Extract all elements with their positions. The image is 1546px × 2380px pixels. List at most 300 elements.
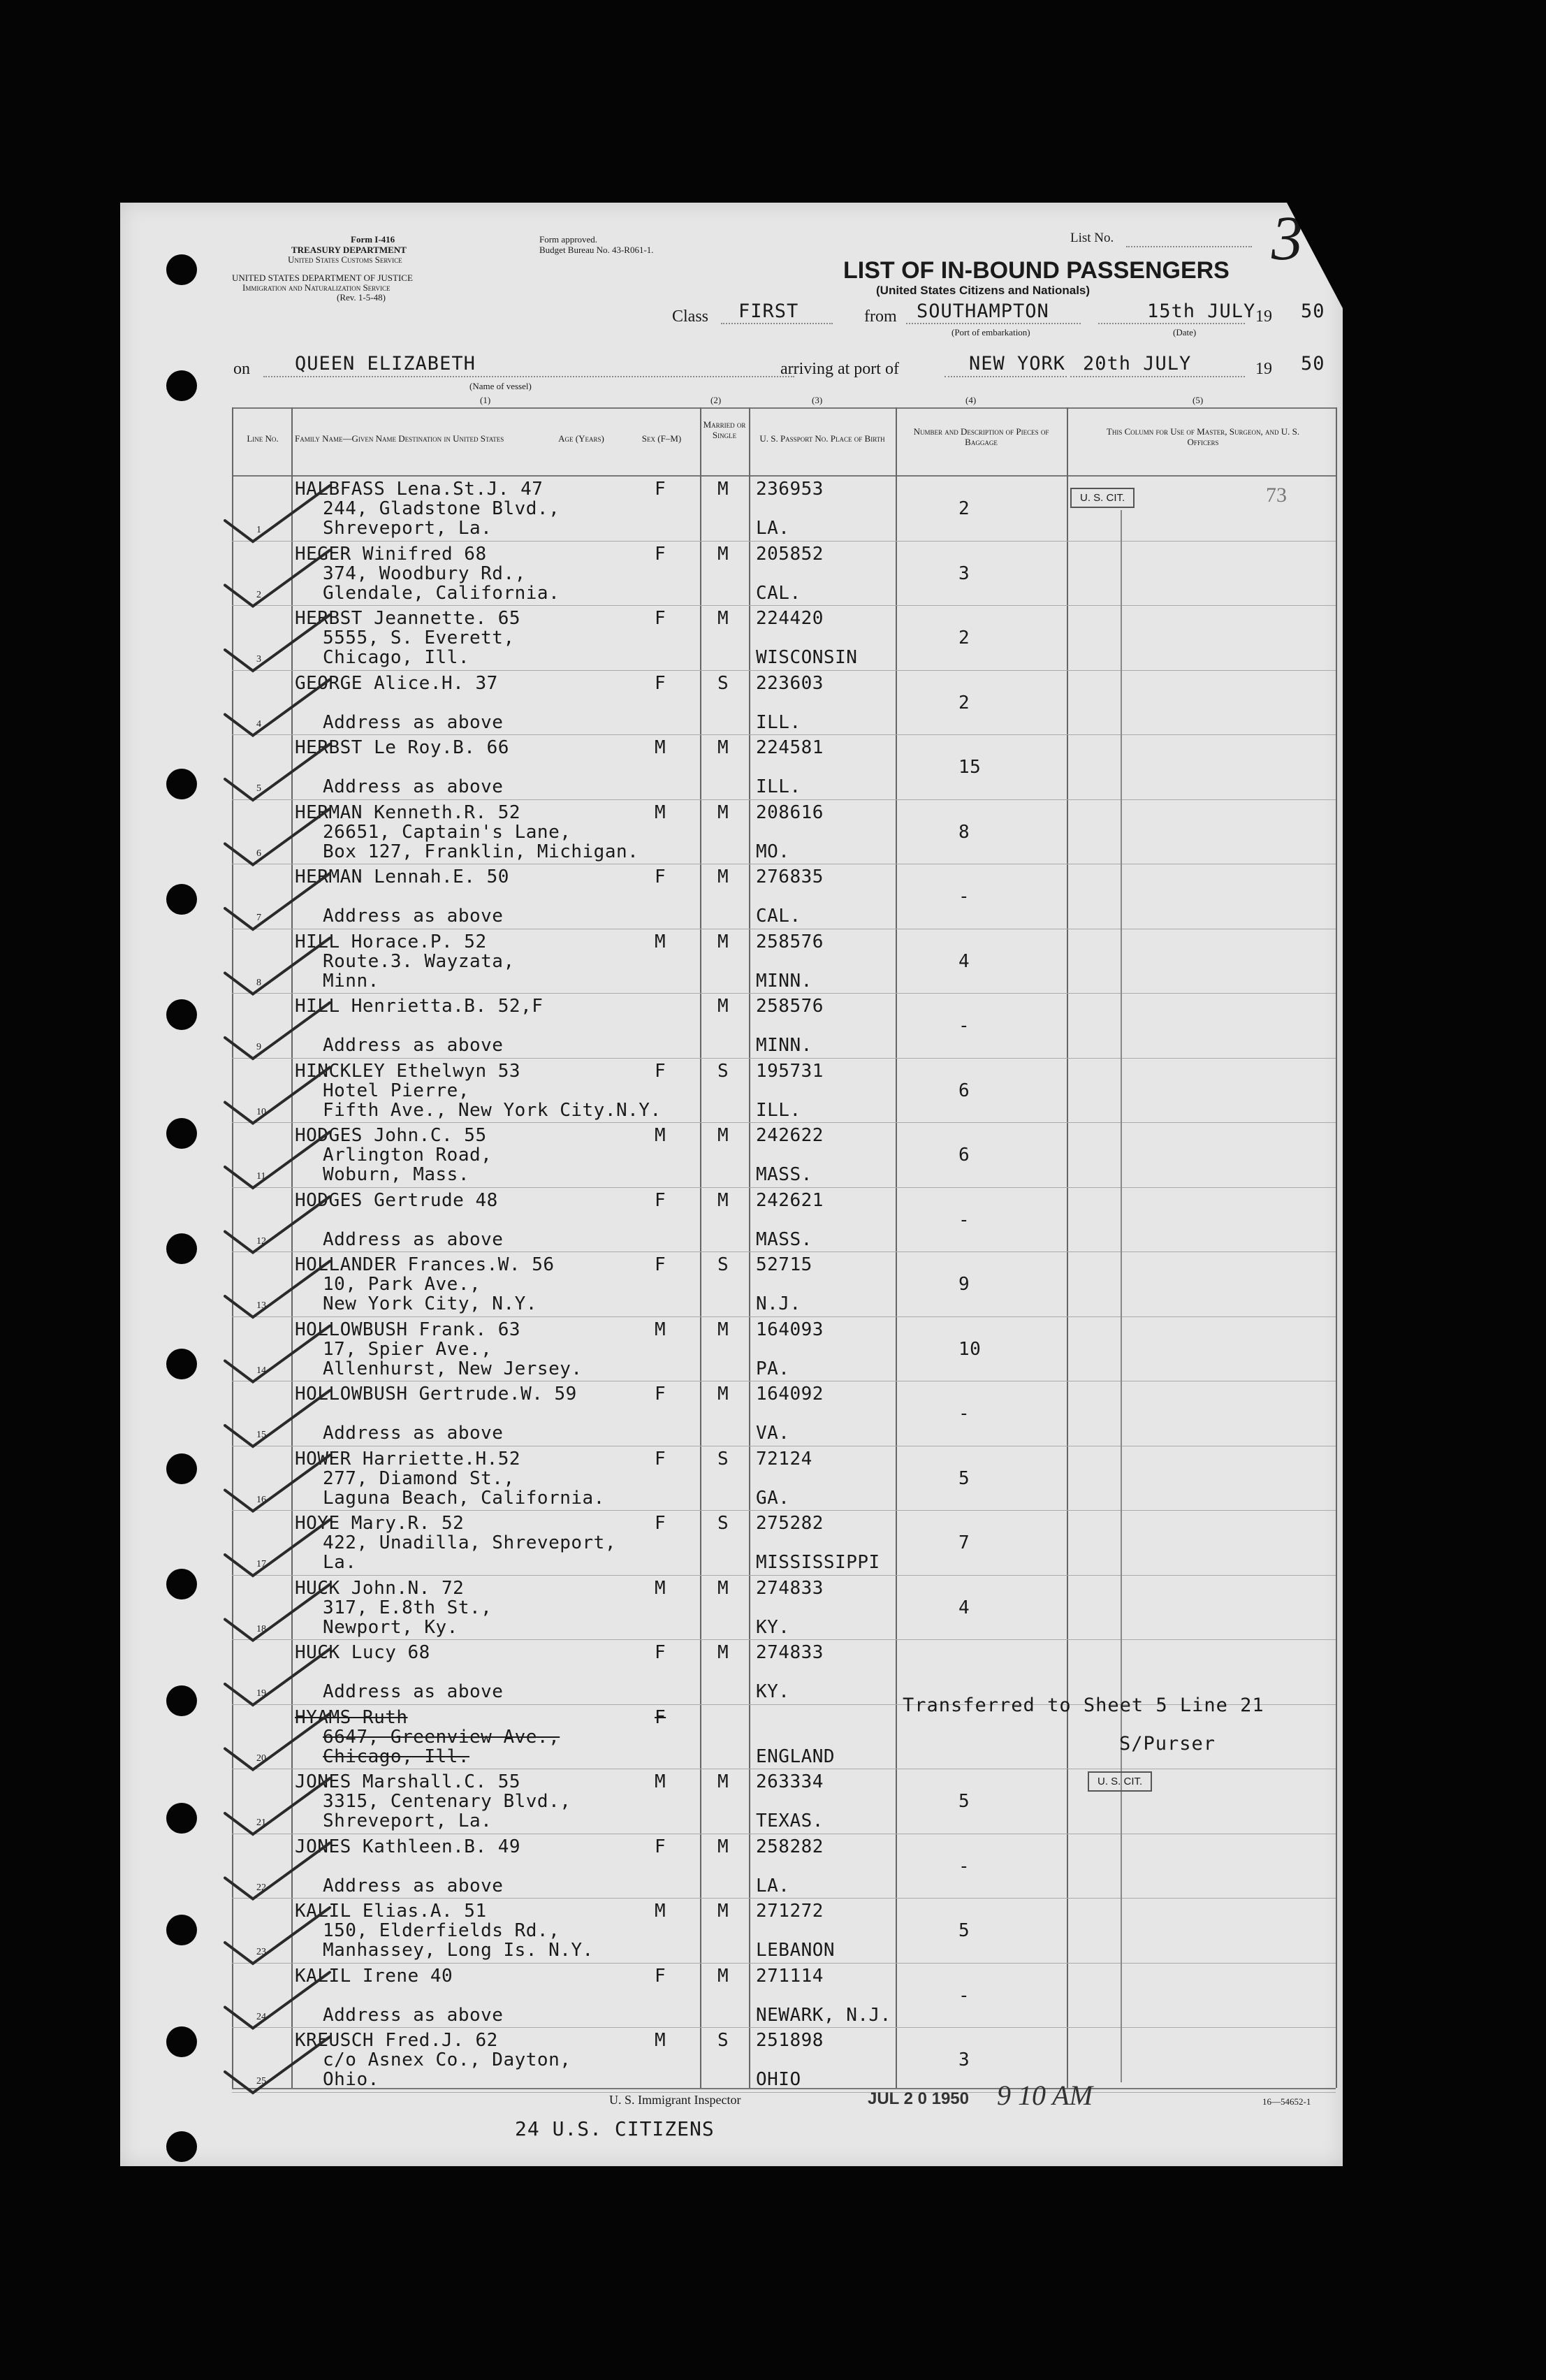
- baggage-count: 2: [958, 627, 970, 648]
- year-prefix-2: 19: [1255, 360, 1272, 378]
- table-row: [120, 1125, 1343, 1190]
- date-stamp: JUL 2 0 1950: [868, 2089, 969, 2108]
- address-line-1: 5555, S. Everett,: [323, 627, 515, 648]
- passenger-name-age: HODGES Gertrude 48: [295, 1189, 498, 1211]
- line-number: 18: [256, 1623, 266, 1634]
- address-line-2: Box 127, Franklin, Michigan.: [323, 841, 639, 862]
- total-citizens: 24 U.S. CITIZENS: [515, 2117, 715, 2140]
- row-divider: [232, 1510, 1336, 1511]
- punch-hole-14: [166, 1233, 197, 1264]
- row-divider: [232, 1639, 1336, 1640]
- table-row: [120, 1190, 1343, 1255]
- passport-number: 224581: [756, 737, 824, 758]
- place-of-birth: MASS.: [756, 1228, 812, 1250]
- place-of-birth: CAL.: [756, 582, 801, 604]
- line-number: 4: [256, 718, 261, 730]
- header-baggage: Number and Description of Pieces of Baggage: [913, 426, 1049, 447]
- form-approved: Form approved.: [539, 234, 598, 245]
- passport-number: 258576: [756, 931, 824, 952]
- passport-number: 263334: [756, 1771, 824, 1792]
- passport-number: 236953: [756, 479, 824, 500]
- row-divider: [232, 1575, 1336, 1576]
- passport-number: 274833: [756, 1642, 824, 1663]
- marital-status-cell: M: [717, 1384, 729, 1405]
- place-of-birth: MASS.: [756, 1164, 812, 1185]
- place-of-birth: GA.: [756, 1487, 790, 1509]
- marital-status-cell: M: [717, 1189, 729, 1211]
- stamp-number: 73: [1266, 484, 1287, 507]
- place-of-birth: MINN.: [756, 1035, 812, 1056]
- form-number: Form I-416: [351, 234, 395, 245]
- passport-number: 276835: [756, 866, 824, 887]
- marital-status-cell: M: [717, 1771, 729, 1792]
- sex-cell: M: [655, 1771, 666, 1792]
- address-line-1: Hotel Pierre,: [323, 1080, 469, 1101]
- table-row: [120, 1966, 1343, 2031]
- place-of-birth: ILL.: [756, 776, 801, 797]
- row-divider: [232, 1187, 1336, 1188]
- passenger-name-age: HILL Horace.P. 52: [295, 931, 487, 952]
- baggage-count: 3: [958, 563, 970, 584]
- line-number: 23: [256, 1947, 266, 1957]
- passenger-name-age: HOLLANDER Frances.W. 56: [295, 1254, 555, 1275]
- arrival-time: 9 10 AM: [997, 2080, 1093, 2111]
- baggage-count: 5: [958, 1920, 970, 1941]
- passenger-name-age: HEGER Winifred 68: [295, 543, 487, 565]
- sex-cell: F: [655, 1642, 666, 1663]
- address-line-2: Address as above: [323, 711, 504, 733]
- punch-hole-10: [166, 769, 197, 799]
- passport-number: 251898: [756, 2030, 824, 2051]
- arrival-date: 20th JULY: [1083, 353, 1192, 375]
- passport-number: 164092: [756, 1384, 824, 1405]
- arrival-port: NEW YORK: [969, 353, 1066, 375]
- sex-cell: M: [655, 2030, 666, 2051]
- manifest-subtitle: (United States Citizens and Nationals): [876, 284, 1091, 297]
- sex-cell: F: [655, 1060, 666, 1082]
- row-divider: [232, 799, 1336, 800]
- baggage-count: 9: [958, 1274, 970, 1295]
- address-line-1: 374, Woodbury Rd.,: [323, 563, 526, 584]
- justice-dept: UNITED STATES DEPARTMENT OF JUSTICE: [232, 273, 413, 283]
- place-of-birth: LA.: [756, 518, 790, 539]
- table-row: [120, 802, 1343, 867]
- address-line-2: Chicago, Ill.: [323, 647, 469, 668]
- line-number: 24: [256, 2011, 266, 2022]
- baggage-count: -: [958, 1015, 970, 1036]
- punch-hole-9: [166, 2131, 197, 2162]
- row-divider: [232, 1251, 1336, 1252]
- place-of-birth: OHIO: [756, 2069, 801, 2090]
- table-row: [120, 2030, 1343, 2095]
- place-of-birth: PA.: [756, 1358, 790, 1379]
- baggage-count: 8: [958, 821, 970, 843]
- passenger-name-age: KALIL Elias.A. 51: [295, 1901, 487, 1922]
- address-line-2: New York City, N.Y.: [323, 1293, 537, 1314]
- year-arrival: 50: [1301, 353, 1325, 375]
- baggage-count: 5: [958, 1467, 970, 1489]
- passport-number: 258576: [756, 996, 824, 1017]
- address-line-1: 422, Unadilla, Shreveport,: [323, 1532, 616, 1553]
- purser-note: S/Purser: [1119, 1733, 1216, 1755]
- baggage-count: -: [958, 1855, 970, 1877]
- sex-cell: F: [655, 672, 666, 694]
- line-number: 21: [256, 1817, 266, 1828]
- header-officer-use: This Column for Use of Master, Surgeon, and U. S. Officers: [1106, 426, 1300, 447]
- date-embark: 15th JULY: [1147, 300, 1256, 322]
- passenger-name-age: KALIL Irene 40: [295, 1965, 453, 1987]
- passenger-name-age: JONES Marshall.C. 55: [295, 1771, 521, 1792]
- place-of-birth: MISSISSIPPI: [756, 1552, 880, 1573]
- address-line-2: Address as above: [323, 1875, 504, 1896]
- table-row: [120, 544, 1343, 609]
- table-row: [120, 737, 1343, 802]
- marital-status-cell: M: [717, 1319, 729, 1340]
- row-divider: [232, 1122, 1336, 1123]
- passport-number: 271272: [756, 1901, 824, 1922]
- marital-status-cell: M: [717, 737, 729, 758]
- from-value: SOUTHAMPTON: [917, 300, 1049, 322]
- place-of-birth: MO.: [756, 841, 790, 862]
- punch-hole-11: [166, 884, 197, 915]
- passenger-name-age: HOWER Harriette.H.52: [295, 1448, 521, 1470]
- arriving-label: arriving at port of: [780, 360, 899, 378]
- sex-cell: F: [655, 479, 666, 500]
- sex-cell: F: [655, 1384, 666, 1405]
- class-value: FIRST: [738, 300, 799, 322]
- date-caption: (Date): [1173, 327, 1197, 338]
- address-line-2: Newport, Ky.: [323, 1616, 458, 1638]
- sex-cell: F: [655, 1254, 666, 1275]
- sex-cell: F: [655, 1189, 666, 1211]
- from-label: from: [864, 307, 897, 326]
- passport-number: 223603: [756, 672, 824, 694]
- baggage-count: 7: [958, 1532, 970, 1553]
- line-number: 16: [256, 1494, 266, 1505]
- transfer-note: Transferred to Sheet 5 Line 21: [903, 1695, 1264, 1716]
- place-of-birth: TEXAS.: [756, 1811, 824, 1831]
- address-line-1: 150, Elderfields Rd.,: [323, 1920, 560, 1941]
- passport-number: 224420: [756, 608, 824, 629]
- passport-number: 164093: [756, 1319, 824, 1340]
- address-line-2: Fifth Ave., New York City.N.Y.: [323, 1099, 662, 1121]
- line-number: 22: [256, 1882, 266, 1893]
- place-of-birth: VA.: [756, 1423, 790, 1444]
- marital-status-cell: S: [717, 1513, 729, 1534]
- table-row: [120, 608, 1343, 673]
- punch-hole-6: [166, 1803, 197, 1834]
- sex-cell: M: [655, 737, 666, 758]
- marital-status-cell: M: [717, 1965, 729, 1987]
- line-number: 8: [256, 977, 261, 988]
- list-no-label: List No.: [1070, 231, 1114, 245]
- passenger-name-age: JONES Kathleen.B. 49: [295, 1836, 521, 1857]
- address-line-2: Woburn, Mass.: [323, 1164, 469, 1185]
- passenger-name-age: HYAMS Ruth: [295, 1706, 408, 1728]
- table-row: [120, 1836, 1343, 1901]
- passport-number: 275282: [756, 1513, 824, 1534]
- marital-status-cell: M: [717, 801, 729, 823]
- address-line-1: 6647, Greenview Ave.,: [323, 1726, 560, 1748]
- vessel-name: QUEEN ELIZABETH: [295, 353, 476, 375]
- sex-cell: F: [655, 1965, 666, 1987]
- punch-hole-15: [166, 1349, 197, 1379]
- baggage-count: 6: [958, 1145, 970, 1166]
- passenger-name-age: HUCK John.N. 72: [295, 1577, 465, 1599]
- passport-number: 72124: [756, 1448, 812, 1470]
- passenger-name-age: HALBFASS Lena.St.J. 47: [295, 479, 544, 500]
- us-citizen-stamp: U. S. CIT.: [1070, 488, 1135, 508]
- passenger-name-age: HOYE Mary.R. 52: [295, 1513, 465, 1534]
- punch-hole-8: [166, 2026, 197, 2057]
- baggage-count: -: [958, 1984, 970, 2006]
- customs-service: United States Customs Service: [288, 254, 402, 265]
- sex-cell: M: [655, 1125, 666, 1146]
- table-row: [120, 1319, 1343, 1384]
- punch-hole-4: [166, 1569, 197, 1599]
- manifest-page: [120, 203, 1343, 2166]
- line-number: 17: [256, 1559, 266, 1569]
- sex-cell: M: [655, 1319, 666, 1340]
- header-line-no: Line No.: [247, 433, 279, 444]
- line-number: 3: [256, 654, 261, 665]
- baggage-count: 15: [958, 757, 982, 778]
- line-number: 1: [256, 525, 261, 535]
- table-row: [120, 1384, 1343, 1449]
- line-number: 6: [256, 848, 261, 859]
- address-line-1: 277, Diamond St.,: [323, 1467, 515, 1489]
- manifest-title: LIST OF IN-BOUND PASSENGERS: [843, 257, 1230, 284]
- line-number: 5: [256, 783, 261, 794]
- marital-status-cell: M: [717, 1836, 729, 1857]
- row-divider: [232, 1898, 1336, 1899]
- address-line-2: Address as above: [323, 2004, 504, 2026]
- marital-status-cell: M: [717, 608, 729, 629]
- row-divider: [232, 993, 1336, 994]
- sex-cell: F: [655, 1836, 666, 1857]
- marital-status-cell: M: [717, 931, 729, 952]
- address-line-1: Arlington Road,: [323, 1145, 493, 1166]
- line-number: 9: [256, 1042, 261, 1052]
- header-passport: U. S. Passport No. Place of Birth: [759, 433, 885, 444]
- line-number: 20: [256, 1753, 266, 1764]
- marital-status-cell: M: [717, 479, 729, 500]
- table-row: [120, 673, 1343, 738]
- print-code: 16—54652-1: [1262, 2096, 1311, 2107]
- address-line-1: 244, Gladstone Blvd.,: [323, 498, 560, 519]
- address-line-1: 17, Spier Ave.,: [323, 1338, 493, 1360]
- header-married: Married or Single: [703, 419, 746, 440]
- marital-status-cell: S: [717, 672, 729, 694]
- address-line-2: Minn.: [323, 970, 379, 992]
- marital-status-cell: S: [717, 1448, 729, 1470]
- baggage-count: -: [958, 886, 970, 907]
- address-line-2: Address as above: [323, 776, 504, 797]
- address-line-2: Allenhurst, New Jersey.: [323, 1358, 583, 1379]
- punch-hole-7: [166, 1915, 197, 1945]
- place-of-birth: LEBANON: [756, 1940, 836, 1961]
- baggage-count: 5: [958, 1791, 970, 1812]
- address-line-1: c/o Asnex Co., Dayton,: [323, 2049, 571, 2070]
- punch-hole-13: [166, 1118, 197, 1149]
- passport-number: 258282: [756, 1836, 824, 1857]
- line-number: 12: [256, 1235, 266, 1247]
- table-row: [120, 1254, 1343, 1319]
- sex-cell: M: [655, 1901, 666, 1922]
- marital-status-cell: M: [717, 543, 729, 565]
- us-citizen-stamp-2: U. S. CIT.: [1088, 1771, 1152, 1792]
- line-number: 25: [256, 2076, 266, 2087]
- baggage-count: 2: [958, 692, 970, 713]
- col-number-2: (2): [710, 395, 722, 405]
- marital-status-cell: S: [717, 1060, 729, 1082]
- punch-hole-5: [166, 1685, 197, 1716]
- marital-status-cell: M: [717, 1901, 729, 1922]
- address-line-2: Shreveport, La.: [323, 1811, 493, 1831]
- table-row: [120, 1771, 1343, 1836]
- baggage-count: 2: [958, 498, 970, 519]
- treasury-dept: TREASURY DEPARTMENT: [291, 245, 407, 255]
- address-line-1: Route.3. Wayzata,: [323, 950, 515, 972]
- sex-cell: F: [655, 1448, 666, 1470]
- ins-service: Immigration and Naturalization Service: [242, 282, 391, 293]
- vessel-caption: (Name of vessel): [469, 381, 532, 391]
- address-line-2: Chicago, Ill.: [323, 1746, 469, 1767]
- sex-cell: F: [655, 608, 666, 629]
- table-row: [120, 1578, 1343, 1643]
- marital-status-cell: M: [717, 1577, 729, 1599]
- baggage-count: 4: [958, 950, 970, 972]
- passenger-name-age: HODGES John.C. 55: [295, 1125, 487, 1146]
- header-name: Family Name—Given Name Destination in United States: [295, 433, 504, 444]
- passport-number: 271114: [756, 1965, 824, 1987]
- address-line-1: 10, Park Ave.,: [323, 1274, 481, 1295]
- line-number: 2: [256, 589, 261, 600]
- inspector-caption: U. S. Immigrant Inspector: [609, 2093, 741, 2107]
- year-prefix-1: 19: [1255, 307, 1272, 326]
- line-number: 19: [256, 1688, 266, 1699]
- sex-cell: M: [655, 801, 666, 823]
- address-line-2: La.: [323, 1552, 357, 1573]
- col-number-4: (4): [965, 395, 977, 405]
- row-divider: [232, 670, 1336, 671]
- address-line-2: Address as above: [323, 906, 504, 927]
- sex-cell: M: [655, 1577, 666, 1599]
- list-no-value: 3: [1271, 204, 1303, 273]
- passport-number: 52715: [756, 1254, 812, 1275]
- passport-number: 205852: [756, 543, 824, 565]
- passenger-name-age: HERBST Le Roy.B. 66: [295, 737, 509, 758]
- baggage-count: -: [958, 1403, 970, 1424]
- place-of-birth: ENGLAND: [756, 1746, 836, 1767]
- sex-cell: F: [655, 866, 666, 887]
- punch-hole-12: [166, 999, 197, 1030]
- place-of-birth: KY.: [756, 1681, 790, 1702]
- place-of-birth: NEWARK, N.J.: [756, 2004, 891, 2026]
- row-divider: [232, 1963, 1336, 1964]
- place-of-birth: WISCONSIN: [756, 647, 858, 668]
- address-line-2: Manhassey, Long Is. N.Y.: [323, 1940, 594, 1961]
- address-line-2: Address as above: [323, 1228, 504, 1250]
- baggage-count: 3: [958, 2049, 970, 2070]
- place-of-birth: LA.: [756, 1875, 790, 1896]
- passport-number: 195731: [756, 1060, 824, 1082]
- place-of-birth: ILL.: [756, 711, 801, 733]
- sex-cell: M: [655, 931, 666, 952]
- address-line-2: Address as above: [323, 1681, 504, 1702]
- header-age: Age (Years): [558, 433, 604, 444]
- col-number-1: (1): [480, 395, 491, 405]
- table-row: [120, 1513, 1343, 1578]
- row-divider: [232, 2027, 1336, 2028]
- sex-cell: F: [655, 1513, 666, 1534]
- address-line-2: Ohio.: [323, 2069, 379, 2090]
- table-row: [120, 931, 1343, 996]
- header-sex: Sex (F–M): [641, 433, 682, 444]
- passenger-name-age: HILL Henrietta.B. 52,F: [295, 996, 544, 1017]
- marital-status-cell: M: [717, 996, 729, 1017]
- sex-cell: F: [655, 1706, 666, 1728]
- place-of-birth: KY.: [756, 1616, 790, 1638]
- table-row: [120, 1901, 1343, 1966]
- baggage-count: 4: [958, 1597, 970, 1618]
- passenger-name-age: HOLLOWBUSH Frank. 63: [295, 1319, 521, 1340]
- passport-number: 242622: [756, 1125, 824, 1146]
- line-number: 11: [256, 1171, 266, 1182]
- address-line-1: 317, E.8th St.,: [323, 1597, 493, 1618]
- port-caption: (Port of embarkation): [951, 327, 1030, 338]
- class-label: Class: [672, 307, 709, 326]
- baggage-count: 6: [958, 1080, 970, 1101]
- place-of-birth: CAL.: [756, 906, 801, 927]
- row-divider: [232, 1058, 1336, 1059]
- line-number: 10: [256, 1106, 266, 1117]
- marital-status-cell: M: [717, 1642, 729, 1663]
- table-row: [120, 479, 1343, 544]
- marital-status-cell: M: [717, 866, 729, 887]
- col-number-3: (3): [812, 395, 823, 405]
- passenger-name-age: KREUSCH Fred.J. 62: [295, 2030, 498, 2051]
- line-number: 14: [256, 1365, 266, 1376]
- budget-bureau: Budget Bureau No. 43-R061-1.: [539, 245, 654, 255]
- table-row: [120, 1449, 1343, 1514]
- passport-number: 274833: [756, 1577, 824, 1599]
- on-label: on: [233, 360, 250, 378]
- passenger-name-age: HOLLOWBUSH Gertrude.W. 59: [295, 1384, 577, 1405]
- col-number-5: (5): [1193, 395, 1204, 405]
- address-line-2: Laguna Beach, California.: [323, 1487, 605, 1509]
- row-divider: [232, 1316, 1336, 1317]
- place-of-birth: ILL.: [756, 1099, 801, 1121]
- punch-hole-2: [166, 370, 197, 401]
- revision: (Rev. 1-5-48): [337, 292, 386, 303]
- line-number: 15: [256, 1430, 266, 1440]
- address-line-1: 3315, Centenary Blvd.,: [323, 1791, 571, 1812]
- passenger-name-age: HERBST Jeannette. 65: [295, 608, 521, 629]
- address-line-2: Address as above: [323, 1035, 504, 1056]
- address-line-1: 26651, Captain's Lane,: [323, 821, 571, 843]
- passport-number: 208616: [756, 801, 824, 823]
- passenger-name-age: HINCKLEY Ethelwyn 53: [295, 1060, 521, 1082]
- table-row: [120, 1061, 1343, 1126]
- address-line-2: Address as above: [323, 1423, 504, 1444]
- place-of-birth: MINN.: [756, 970, 812, 992]
- marital-status-cell: S: [717, 1254, 729, 1275]
- address-line-2: Shreveport, La.: [323, 518, 493, 539]
- baggage-count: 10: [958, 1338, 982, 1360]
- passenger-name-age: HERMAN Kenneth.R. 52: [295, 801, 521, 823]
- sex-cell: F: [655, 543, 666, 565]
